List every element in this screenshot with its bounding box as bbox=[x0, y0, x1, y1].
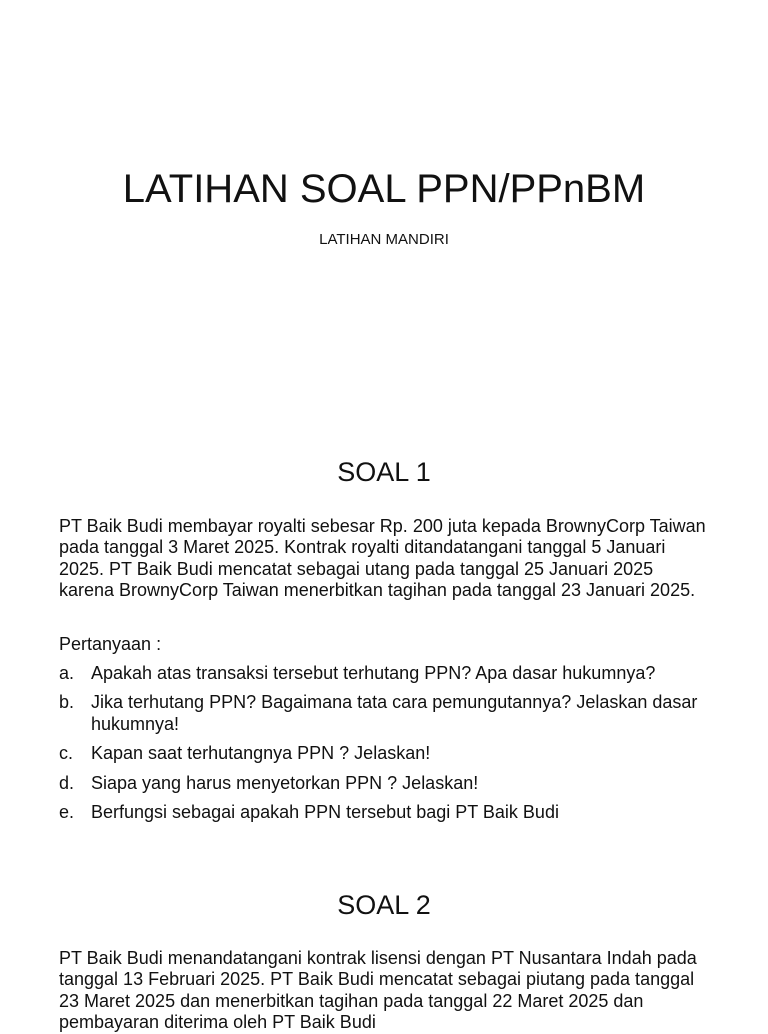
question-letter: e. bbox=[59, 802, 75, 823]
question-text: Kapan saat terhutangnya PPN ? Jelaskan! bbox=[91, 743, 431, 764]
question-letter: c. bbox=[59, 743, 74, 764]
question-letter: d. bbox=[59, 772, 75, 793]
question-item-b bbox=[59, 692, 709, 735]
document-subtitle: LATIHAN MANDIRI bbox=[319, 231, 449, 248]
document-title: LATIHAN SOAL PPN/PPnBM bbox=[122, 167, 646, 211]
soal-1-heading: SOAL 1 bbox=[337, 457, 431, 487]
question-item-c bbox=[59, 743, 709, 764]
question-item-e bbox=[59, 802, 709, 823]
soal-1-paragraph: PT Baik Budi membayar royalti sebesar Rp. 200 juta kepada BrownyCorp Taiwan pada tanggal 3 Maret 2025. Kontrak royalti ditandatangani tanggal 5 Januari 2025. PT Baik Budi mencatat sebagai utang pada tanggal 25 Januari 2025 karena BrownyCorp Taiwan menerbitkan tagihan pada tanggal 23 Januari 2025. bbox=[59, 516, 706, 601]
question-text: Jika terhutang PPN? Bagaimana tata cara pemungutannya? Jelaskan dasar hukumnya! bbox=[91, 692, 698, 734]
question-letter: b. bbox=[59, 692, 75, 713]
questions-list bbox=[59, 663, 709, 831]
question-item-a bbox=[59, 663, 709, 684]
question-text: Apakah atas transaksi tersebut terhutang PPN? Apa dasar hukumnya? bbox=[91, 663, 656, 683]
question-letter: a. bbox=[59, 663, 75, 683]
question-item-d bbox=[59, 773, 709, 794]
soal-2-heading: SOAL 2 bbox=[337, 890, 431, 920]
question-text: Siapa yang harus menyetorkan PPN ? Jelaskan! bbox=[91, 772, 479, 793]
questions-label: Pertanyaan : bbox=[59, 634, 162, 654]
soal-2-paragraph: PT Baik Budi menandatangani kontrak lisensi dengan PT Nusantara Indah pada tanggal 13 Februari 2025. PT Baik Budi mencatat sebagai piutang pada tanggal 23 Maret 2025 dan menerbitkan tagihan pada tanggal 22 Maret 2025 dan pembayaran diterima oleh PT Baik Budi bbox=[59, 948, 697, 1033]
question-text: Berfungsi sebagai apakah PPN tersebut bagi PT Baik Budi bbox=[91, 802, 559, 823]
